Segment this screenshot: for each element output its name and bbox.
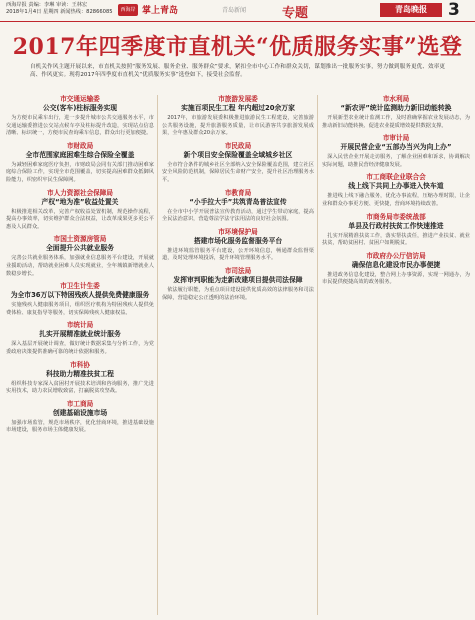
article-department: 市卫生计生委 — [60, 282, 100, 291]
article-body: 实施残疾人健康服务项目，组织医疗机构为特困残疾人提供免费体检、康复指导等服务，切实保障残疾人健康权益。 — [6, 302, 154, 316]
article-headline: 为全市36万以下特困残疾人提供免费健康服务 — [10, 291, 150, 300]
masthead-meta-line2: 2018年1月4日 星期四 新闻热线：82866085 — [6, 9, 113, 15]
article-section — [322, 134, 470, 169]
column-divider — [317, 95, 318, 615]
article-body: 深入基层开展统计调查，做好统计数据采集与分析工作，为党委政府决策提供准确可靠的统计依据和服务。 — [6, 341, 154, 355]
article-headline: 创建基础设施市场 — [52, 408, 108, 417]
article-headline: 公交(客车)柱标服务实现 — [42, 104, 118, 112]
masthead — [0, 0, 475, 22]
article-body: 完善公共就业服务体系，加强就业信息服务平台建设，开展就业援助活动，帮助就业困难人员实现就业，全年城镇新增就业人数稳步增长。 — [6, 255, 154, 277]
article-department: 市统计局 — [66, 321, 94, 330]
article-department: 市政府办公厅信访局 — [366, 251, 426, 260]
article-department: 市司法局 — [224, 266, 252, 275]
article-section — [6, 400, 154, 435]
article-department: 市财政局 — [66, 141, 94, 150]
article-section — [162, 142, 314, 185]
article-headline: 扎实开展精准就业统计服务 — [39, 330, 121, 339]
column-1 — [6, 95, 154, 439]
article-body: 为方便市民乘车出行，进一步提升城市公共交通服务水平，市交通运输委推进公交站点候车亭及柱标提升改造，实现站点信息清晰、标识统一，方便市民查询乘车信息，群众出行更加便捷。 — [6, 115, 154, 137]
article-body: 加强市场监管，规范市场秩序，优化营商环境，推进基础设施市场建设，服务市场主体健康发展。 — [6, 419, 154, 434]
lede-paragraph: 自机关作风主题开展以来，市直机关按照“服务发展、服务企业、服务群众”要求，紧扣全市中心工作和群众关切，谋划推出一批服务实事，努力做到服务更优、效率更高、作风更实。现将2017年四季度市直机关“优质服务实事”选登如下，接受社会监督。 — [30, 64, 445, 78]
article-headline: 线上线下共同上办事进入快车道 — [348, 182, 444, 191]
article-department: 市科协 — [70, 360, 90, 369]
article-headline: 全面提升公共就业服务 — [46, 244, 114, 253]
article-headline: 开展民营企业“五部办当兴为向上办” — [340, 143, 452, 152]
article-headline: 产权“地为准”收益处置关 — [41, 197, 119, 206]
article-body: 推进环境监管服务平台建设，公开环境信息，畅通群众监督渠道，及时处理环境投诉，提升环境管理服务水平。 — [162, 247, 314, 262]
article-body: 2017年，市旅游发展委积极推进旅游民生工程建设，完善旅游公共服务设施，提升旅游服务质量，让市民游客共享旅游发展成果，全年惠及群众20余万家。 — [162, 115, 314, 137]
article-section — [322, 213, 470, 248]
article-section — [322, 173, 470, 208]
article-section — [6, 321, 154, 356]
article-department: 市人力资源社会保障局 — [47, 188, 113, 197]
article-body: 组织科技专家深入贫困村开展技术培训和咨询服务，推广先进实用技术，助力农民增收致富，打赢脱贫攻坚战。 — [6, 380, 154, 395]
article-body: 推进线上线下融合服务，优化办事流程，压缩办理时限，让企业和群众办事更方便、更快捷，营商环境持续改善。 — [322, 193, 470, 207]
article-department: 市工商局 — [66, 399, 94, 408]
article-section — [162, 95, 314, 138]
article-body: 积极推进相关改革，完善产权收益处置机制，规范操作流程，提高办事效率，切实维护群众合法权益，让改革成果更多更公平惠及人民群众。 — [6, 208, 154, 230]
paper-name: 青岛晚报 — [380, 3, 442, 17]
app-name: 掌上青岛 — [142, 6, 179, 16]
article-section — [6, 189, 154, 232]
article-headline: 单县及行政村扶贫工作快速推进 — [348, 221, 444, 230]
article-body: 扎实开展精准扶贫工作，落实帮扶责任，推进产业扶贫、就业扶贫，帮助贫困村、贫困户如期脱贫。 — [322, 232, 470, 247]
page-number: 3 — [448, 0, 460, 20]
column-3 — [322, 95, 470, 291]
column-divider — [157, 95, 158, 615]
article-department: 市交通运输委 — [60, 95, 100, 103]
article-department: 市水利局 — [382, 95, 410, 103]
article-department: 市工商联企业联合会 — [366, 173, 426, 182]
article-department: 市国土资源房管局 — [53, 235, 107, 244]
article-department: 市旅游发展委 — [218, 95, 258, 103]
article-section — [322, 95, 470, 130]
article-headline: “新农评”统计监测助力新旧动能转换 — [340, 104, 452, 112]
masthead-logo: 西海岸 — [118, 4, 138, 16]
article-body: 在全市中小学开展普法宣传教育活动，通过学生带动家庭，提高全民法治意识，营造尊法学法守法用法的良好社会氛围。 — [162, 208, 314, 223]
article-department: 市审计局 — [382, 134, 410, 143]
article-body: 全市符合条件的城乡社区全部纳入安全保险覆盖范围，建立社区安全风险防范机制，保障居民生命财产安全，提升社区治理服务水平。 — [162, 161, 314, 183]
page-headline: 2017年四季度市直机关“优质服务实事”选登 — [12, 34, 463, 60]
article-headline: 新个项目安全保险覆盖全域城乡社区 — [183, 150, 293, 159]
section-label: 专题 — [282, 6, 309, 21]
article-department: 市教育局 — [224, 188, 252, 197]
article-headline: 发挥审判职能为走新改建项目提供司法保障 — [173, 275, 303, 284]
article-headline: “小手拉大手”共筑青岛普法宣传 — [189, 197, 287, 206]
article-section — [6, 95, 154, 138]
article-department: 市民政局 — [224, 141, 252, 150]
article-section — [322, 252, 470, 287]
article-headline: 确保信息化建设市民办事便捷 — [351, 260, 441, 269]
article-section — [6, 282, 154, 317]
article-headline: 搭建市场化服务监督服务平台 — [193, 236, 283, 245]
masthead-meta-line1: 西海岸报 责编：李琳 审读：王林宏 — [6, 2, 88, 8]
masthead-center-text: 青岛新闻 — [222, 7, 247, 14]
article-body: 深入民营企业开展走访服务，了解企业困难和诉求，协调解决实际问题，助推民营经济健康发展。 — [322, 154, 470, 168]
article-department: 市环境保护局 — [218, 227, 258, 236]
article-headline: 科技助力精准扶贫工程 — [46, 369, 114, 378]
column-2 — [162, 95, 314, 306]
article-department: 市商务局市委统战部 — [366, 212, 426, 221]
article-headline: 全市范围家庭困难生综合保险全覆盖 — [25, 150, 135, 159]
article-section — [6, 235, 154, 278]
article-section — [6, 142, 154, 185]
article-body: 推进政务信息化建设，整合网上办事资源，实现一网通办，为市民提供便捷高效的政务服务。 — [322, 271, 470, 286]
article-body: 为减轻困难家庭医疗负担，市财政局会同有关部门推动困难家庭综合保险工作，实现全市范围覆盖，切实提高困难群众抵御风险能力，织密织牢民生保障网。 — [6, 161, 154, 183]
article-body: 开展新型农业统计监测工作，及时准确掌握农业发展动态，为推动新旧动能转换、促进农业提质增效提供数据支撑。 — [322, 115, 470, 129]
article-section — [162, 228, 314, 263]
masthead-meta — [6, 2, 116, 16]
article-section — [162, 189, 314, 224]
article-headline: 实施百项民生工程 年内超过20余万家 — [181, 104, 295, 112]
article-section — [6, 361, 154, 396]
article-section — [162, 267, 314, 302]
article-body: 依法履行职能，为重点项目建设提供优质高效的法律服务和司法保障，营造稳定公正透明的法治环境。 — [162, 286, 314, 301]
